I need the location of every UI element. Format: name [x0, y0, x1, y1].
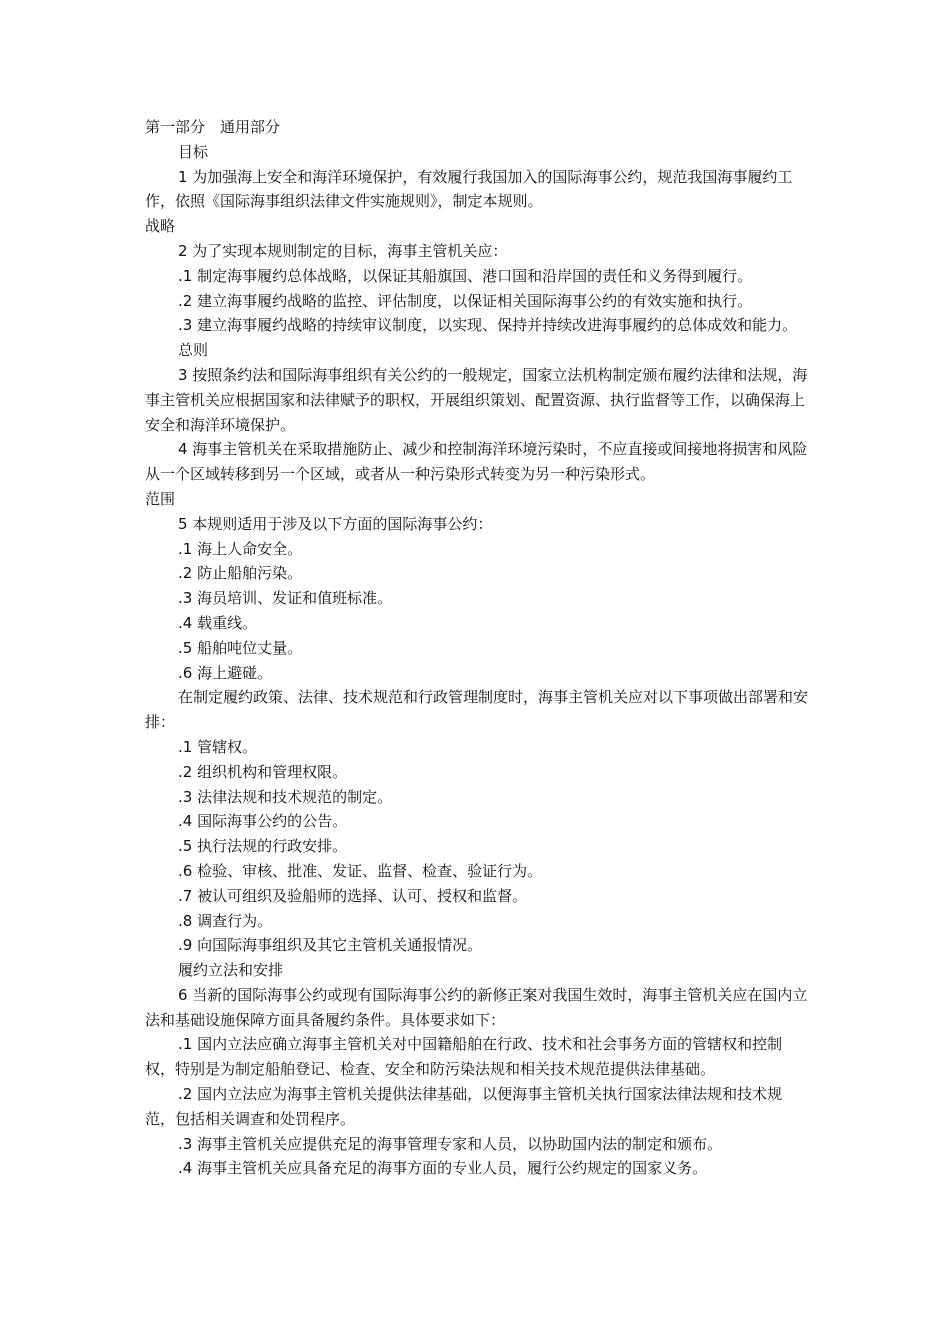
- list-item: .4 海事主管机关应具备充足的海事方面的专业人员，履行公约规定的国家义务。: [178, 1159, 708, 1178]
- list-item: .4 载重线。: [178, 613, 258, 632]
- paragraph-2: 2 为了实现本规则制定的目标，海事主管机关应：: [178, 241, 508, 260]
- list-item: .3 法律法规和技术规范的制定。: [178, 787, 393, 806]
- list-item: .8 调查行为。: [178, 911, 273, 930]
- paragraph-arrangements: 在制定履约政策、法律、技术规范和行政管理制度时，海事主管机关应对以下事项做出部署和安排：: [145, 688, 809, 732]
- list-item: .3 建立海事履约战略的持续审议制度，以实现、保持并持续改进海事履约的总体成效和能力。: [178, 316, 798, 335]
- paragraph-5: 5 本规则适用于涉及以下方面的国际海事公约：: [178, 514, 493, 533]
- list-item: .5 执行法规的行政安排。: [178, 837, 348, 856]
- section-heading-scope: 范围: [145, 489, 176, 508]
- list-item: .2 防止船舶污染。: [178, 564, 303, 583]
- list-item: .3 海事主管机关应提供充足的海事管理专家和人员，以协助国内法的制定和颁布。: [178, 1134, 723, 1153]
- list-item: .1 海上人命安全。: [178, 539, 303, 558]
- list-item: .6 海上避碰。: [178, 663, 273, 682]
- list-item: .7 被认可组织及验船师的选择、认可、授权和监督。: [178, 886, 528, 905]
- list-item: .5 船舶吨位丈量。: [178, 638, 303, 657]
- list-item: .4 国际海事公约的公告。: [178, 812, 348, 831]
- list-item: .6 检验、审核、批准、发证、监督、检查、验证行为。: [178, 861, 543, 880]
- paragraph-3: 3 按照条约法和国际海事组织有关公约的一般规定，国家立法机构制定颁布履约法律和法规，海事主管机关应根据国家和法律赋予的职权，开展组织策划、配置资源、执行监督等工作，以确保海上安全和海洋环境保护。: [145, 365, 808, 434]
- section-heading-general: 总则: [178, 341, 209, 360]
- list-item: .2 组织机构和管理权限。: [178, 762, 348, 781]
- list-item: .2 国内立法应为海事主管机关提供法律基础，以便海事主管机关执行国家法律法规和技术规范，包括相关调查和处罚程序。: [145, 1085, 783, 1128]
- list-item: .9 向国际海事组织及其它主管机关通报情况。: [178, 936, 483, 955]
- list-item: .1 制定海事履约总体战略，以保证其船旗国、港口国和沿岸国的责任和义务得到履行。: [178, 266, 753, 285]
- list-item: .1 国内立法应确立海事主管机关对中国籍船舶在行政、技术和社会事务方面的管辖权和控制权，特别是为制定船舶登记、检查、安全和防污染法规和相关技术规范提供法律基础。: [145, 1035, 783, 1079]
- document-body: [145, 115, 810, 1181]
- paragraph-1: 1 为加强海上安全和海洋环境保护，有效履行我国加入的国际海事公约，规范我国海事履约工作，依照《国际海事组织法律文件实施规则》，制定本规则。: [145, 167, 793, 211]
- list-item: .1 管辖权。: [178, 737, 258, 756]
- list-item: .3 海员培训、发证和值班标准。: [178, 589, 393, 608]
- section-heading-legislation: 履约立法和安排: [178, 961, 284, 980]
- section-heading-goal: 目标: [178, 142, 209, 161]
- paragraph-6: 6 当新的国际海事公约或现有国际海事公约的新修正案对我国生效时，海事主管机关应在国内立法和基础设施保障方面具备履约条件。具体要求如下：: [145, 985, 808, 1029]
- section-heading-strategy: 战略: [145, 217, 176, 236]
- paragraph-4: 4 海事主管机关在采取措施防止、减少和控制海洋环境污染时，不应直接或间接地将损害和风险从一个区域转移到另一个区域，或者从一种污染形式转变为另一种污染形式。: [145, 440, 808, 484]
- list-item: .2 建立海事履约战略的监控、评估制度，以保证相关国际海事公约的有效实施和执行。: [178, 291, 753, 310]
- part-title: 第一部分 通用部分: [145, 118, 281, 136]
